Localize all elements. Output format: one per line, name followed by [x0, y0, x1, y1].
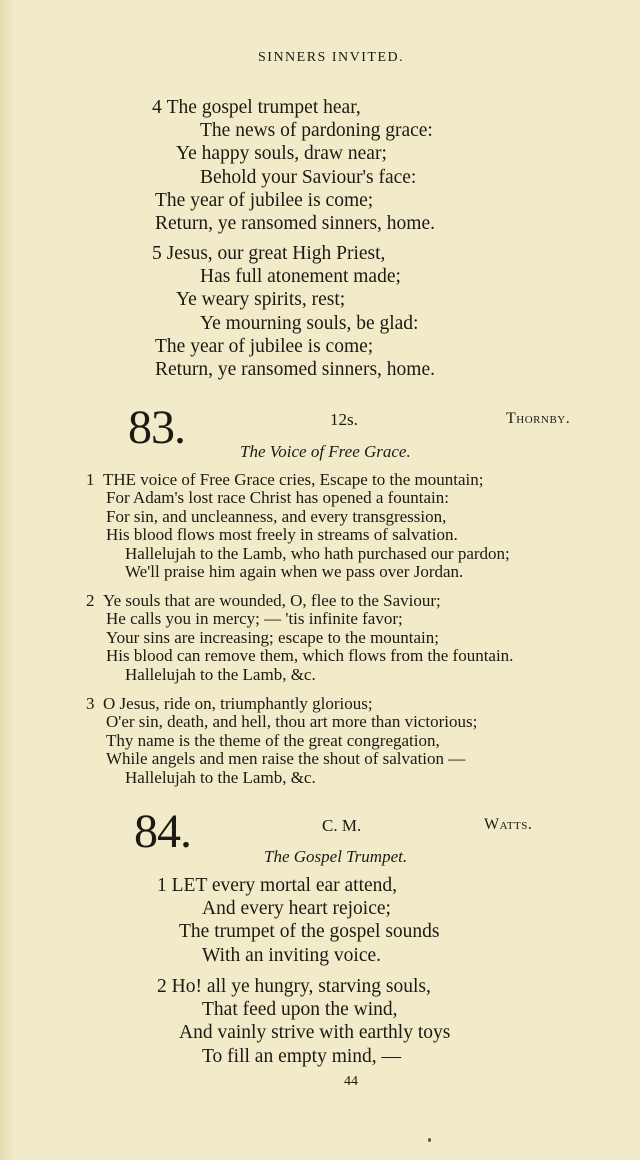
verse-line: While angels and men raise the shout of salvation — — [106, 749, 466, 769]
chorus-line: Hallelujah to the Lamb, &c. — [125, 664, 316, 684]
verse-line: Jesus, our great High Priest, — [166, 243, 386, 264]
stanza-number: 1 — [86, 470, 95, 489]
stanza-number: 3 — [86, 694, 95, 713]
verse-line: His blood can remove them, which flows from the fountain. — [106, 646, 514, 666]
verse-line: Ye mourning souls, be glad: — [200, 312, 419, 334]
stanza-5 — [152, 242, 435, 381]
stanza-1 — [157, 874, 440, 967]
page-number: 44 — [344, 1074, 358, 1089]
verse-line: And every heart rejoice; — [202, 898, 391, 920]
verse-line: Ye souls that are wounded, O, flee to the Saviour; — [103, 591, 441, 610]
verse-line: Thy name is the theme of the great congregation, — [106, 730, 440, 750]
verse-line: Your sins are increasing; escape to the mountain; — [106, 627, 440, 647]
hymn-meter: C. M. — [322, 816, 362, 835]
hymn-number-83: 83. — [128, 401, 185, 454]
verse-line: Ye weary spirits, rest; — [176, 289, 346, 311]
verse-line: THE voice of Free Grace cries, Escape to the mountain; — [103, 470, 484, 489]
stanza-1 — [86, 471, 510, 581]
stanza-number: 2 — [157, 976, 167, 997]
chorus-line: Hallelujah to the Lamb, who hath purchased our pardon; — [125, 543, 510, 563]
verse-line: The news of pardoning grace: — [200, 120, 433, 142]
verse-line: With an inviting voice. — [202, 944, 382, 966]
verse-line: Return, ye ransomed sinners, home. — [155, 213, 435, 235]
verse-line: For Adam's lost race Christ has opened a fountain: — [106, 488, 449, 508]
verse-line: Return, ye ransomed sinners, home. — [155, 359, 435, 381]
verse-line: To fill an empty mind, — — [202, 1045, 402, 1067]
verse-line: Behold your Saviour's face: — [200, 166, 417, 188]
verse-line: The year of jubilee is come; — [155, 189, 374, 211]
verse-line: Ho! all ye hungry, starving souls, — [171, 976, 431, 997]
verse-line: For sin, and uncleanness, and every transgression, — [106, 506, 447, 526]
ink-speck — [428, 1138, 431, 1142]
verse-line: The year of jubilee is come; — [155, 335, 374, 357]
hymn-tune: Watts. — [484, 816, 533, 833]
verse-line: O Jesus, ride on, triumphantly glorious; — [103, 694, 373, 713]
stanza-3 — [86, 695, 477, 787]
verse-line: The trumpet of the gospel sounds — [179, 921, 440, 943]
verse-line: LET every mortal ear attend, — [171, 875, 398, 896]
stanza-number: 5 — [152, 243, 162, 264]
stanza-number: 1 — [157, 875, 167, 896]
hymn-number-84: 84. — [134, 805, 191, 858]
hymn-meter: 12s. — [330, 410, 358, 429]
verse-line: Has full atonement made; — [200, 266, 401, 288]
verse-line: That feed upon the wind, — [202, 999, 398, 1021]
stanza-4 — [152, 96, 435, 235]
chorus-line: Hallelujah to the Lamb, &c. — [125, 767, 316, 787]
verse-line: O'er sin, death, and hell, thou art more than victorious; — [106, 712, 478, 732]
hymn-tune: Thornby. — [506, 410, 571, 427]
verse-line: He calls you in mercy; — 'tis infinite favor; — [106, 609, 403, 629]
verse-line: His blood flows most freely in streams of salvation. — [106, 525, 458, 545]
running-header: SINNERS INVITED. — [258, 50, 405, 65]
verse-line: Ye happy souls, draw near; — [176, 143, 387, 165]
stanza-2 — [157, 975, 450, 1068]
verse-line: And vainly strive with earthly toys — [179, 1022, 451, 1044]
stanza-2 — [86, 592, 513, 684]
verse-line: The gospel trumpet hear, — [166, 97, 361, 118]
hymn-title: The Gospel Trumpet. — [264, 847, 408, 866]
hymn-title: The Voice of Free Grace. — [240, 442, 411, 461]
stanza-number: 4 — [152, 97, 162, 118]
stanza-number: 2 — [86, 591, 95, 610]
chorus-line: We'll praise him again when we pass over Jordan. — [125, 562, 464, 582]
page-edge-shadow — [0, 0, 14, 1160]
